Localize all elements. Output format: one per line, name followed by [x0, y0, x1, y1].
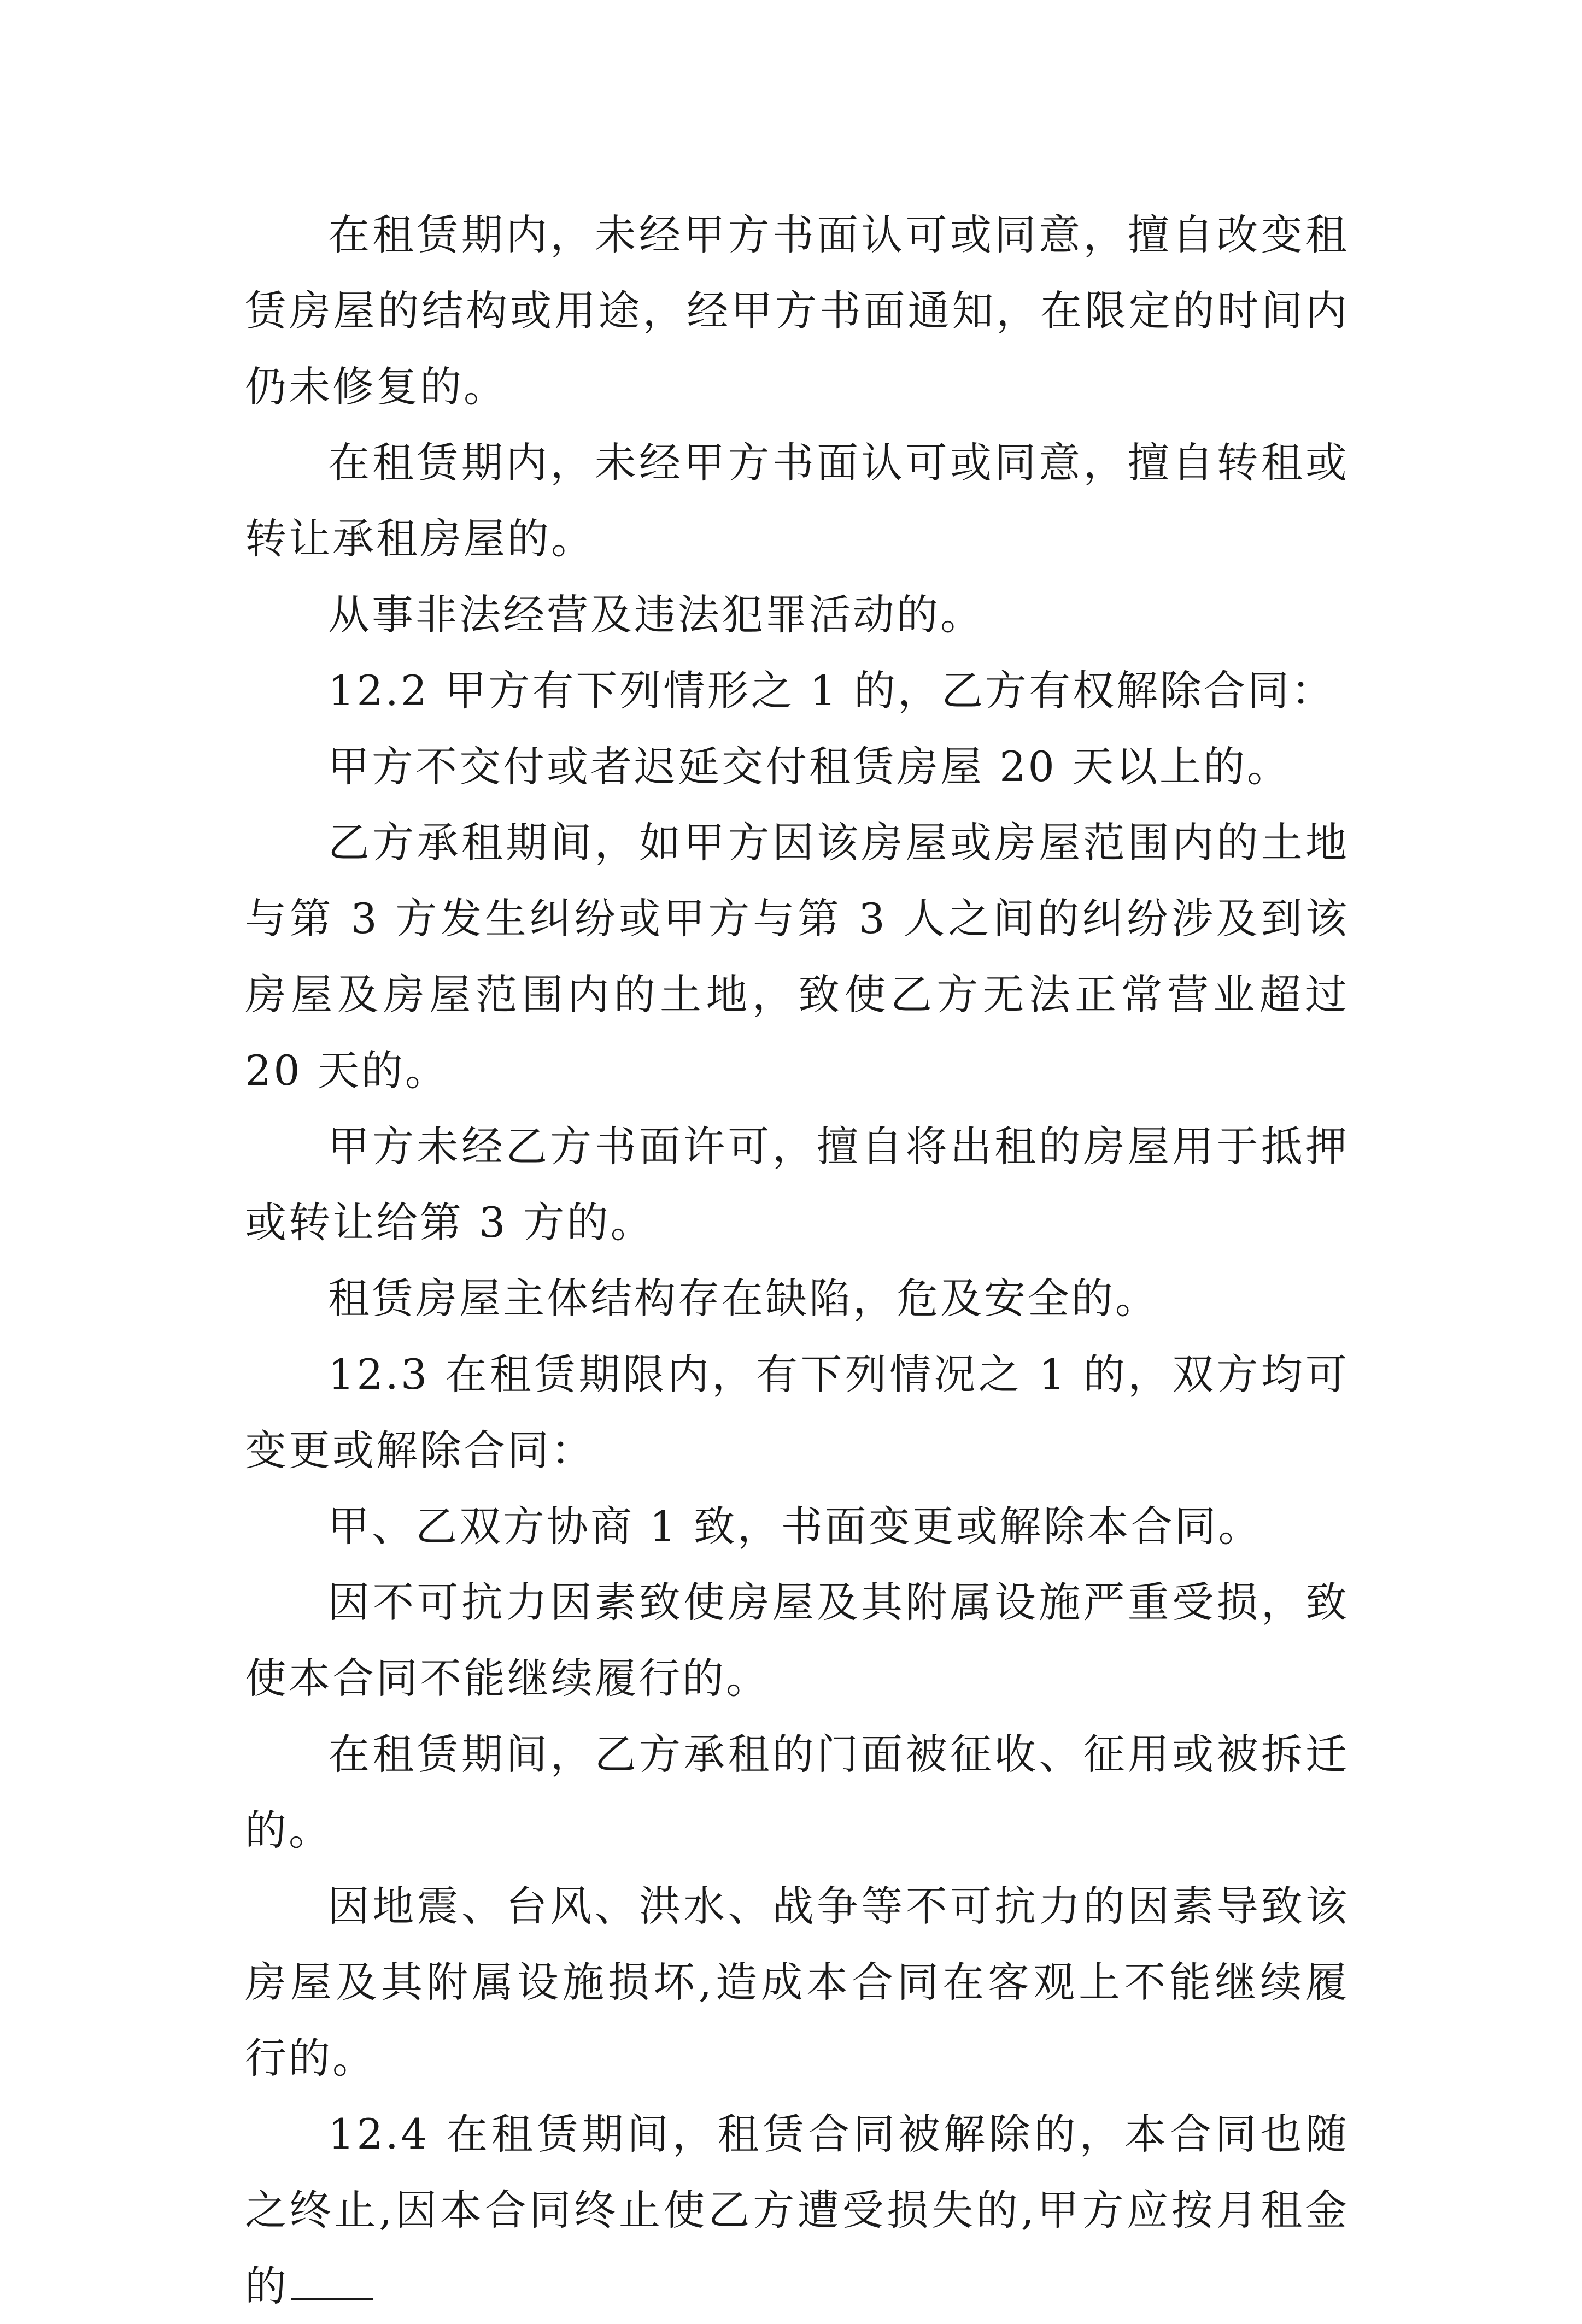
clause-heading [245, 2096, 1349, 2324]
contract-text [245, 197, 1349, 2324]
paragraph: 在租赁期内，未经甲方书面认可或同意，擅自改变租赁房屋的结构或用途，经甲方书面通知，在限定的时间内仍未修复的。 [245, 210, 1349, 411]
paragraph: 乙方承租期间，如甲方因该房屋或房屋范围内的土地与第 3 方发生纠纷或甲方与第 3 人之间的纠纷涉及到该房屋及房屋范围内的土地，致使乙方无法正常营业超过 20 天的。 [245, 818, 1349, 1095]
clause-heading: 12.3 在租赁期限内，有下列情况之 1 的，双方均可变更或解除合同： [245, 1350, 1349, 1475]
paragraph: 因地震、台风、洪水、战争等不可抗力的因素导致该房屋及其附属设施损坏,造成本合同在客观上不能继续履行的。 [245, 1882, 1349, 2082]
paragraph: 甲方不交付或者迟延交付租赁房屋 20 天以上的。 [328, 742, 1291, 791]
paragraph-text: 12.4 在租赁期间，租赁合同被解除的，本合同也随之终止,因本合同终止使乙方遭受损失的,甲方应按月租金的 [245, 2110, 1349, 2310]
paragraph: 甲、乙双方协商 1 致，书面变更或解除本合同。 [328, 1502, 1262, 1551]
clause-heading: 12.2 甲方有下列情形之 1 的，乙方有权解除合同： [328, 666, 1335, 715]
fill-in-blank [291, 2266, 373, 2300]
paragraph: 在租赁期间，乙方承租的门面被征收、征用或被拆迁的。 [245, 1730, 1349, 1854]
paragraph: 因不可抗力因素致使房屋及其附属设施严重受损，致使本合同不能继续履行的。 [245, 1578, 1349, 1703]
paragraph: 租赁房屋主体结构存在缺陷，危及安全的。 [328, 1274, 1159, 1323]
paragraph: 甲方未经乙方书面许可，擅自将出租的房屋用于抵押或转让给第 3 方的。 [245, 1122, 1349, 1247]
paragraph: 从事非法经营及违法犯罪活动的。 [328, 590, 984, 639]
paragraph: 在租赁期内，未经甲方书面认可或同意，擅自转租或转让承租房屋的。 [245, 438, 1349, 563]
